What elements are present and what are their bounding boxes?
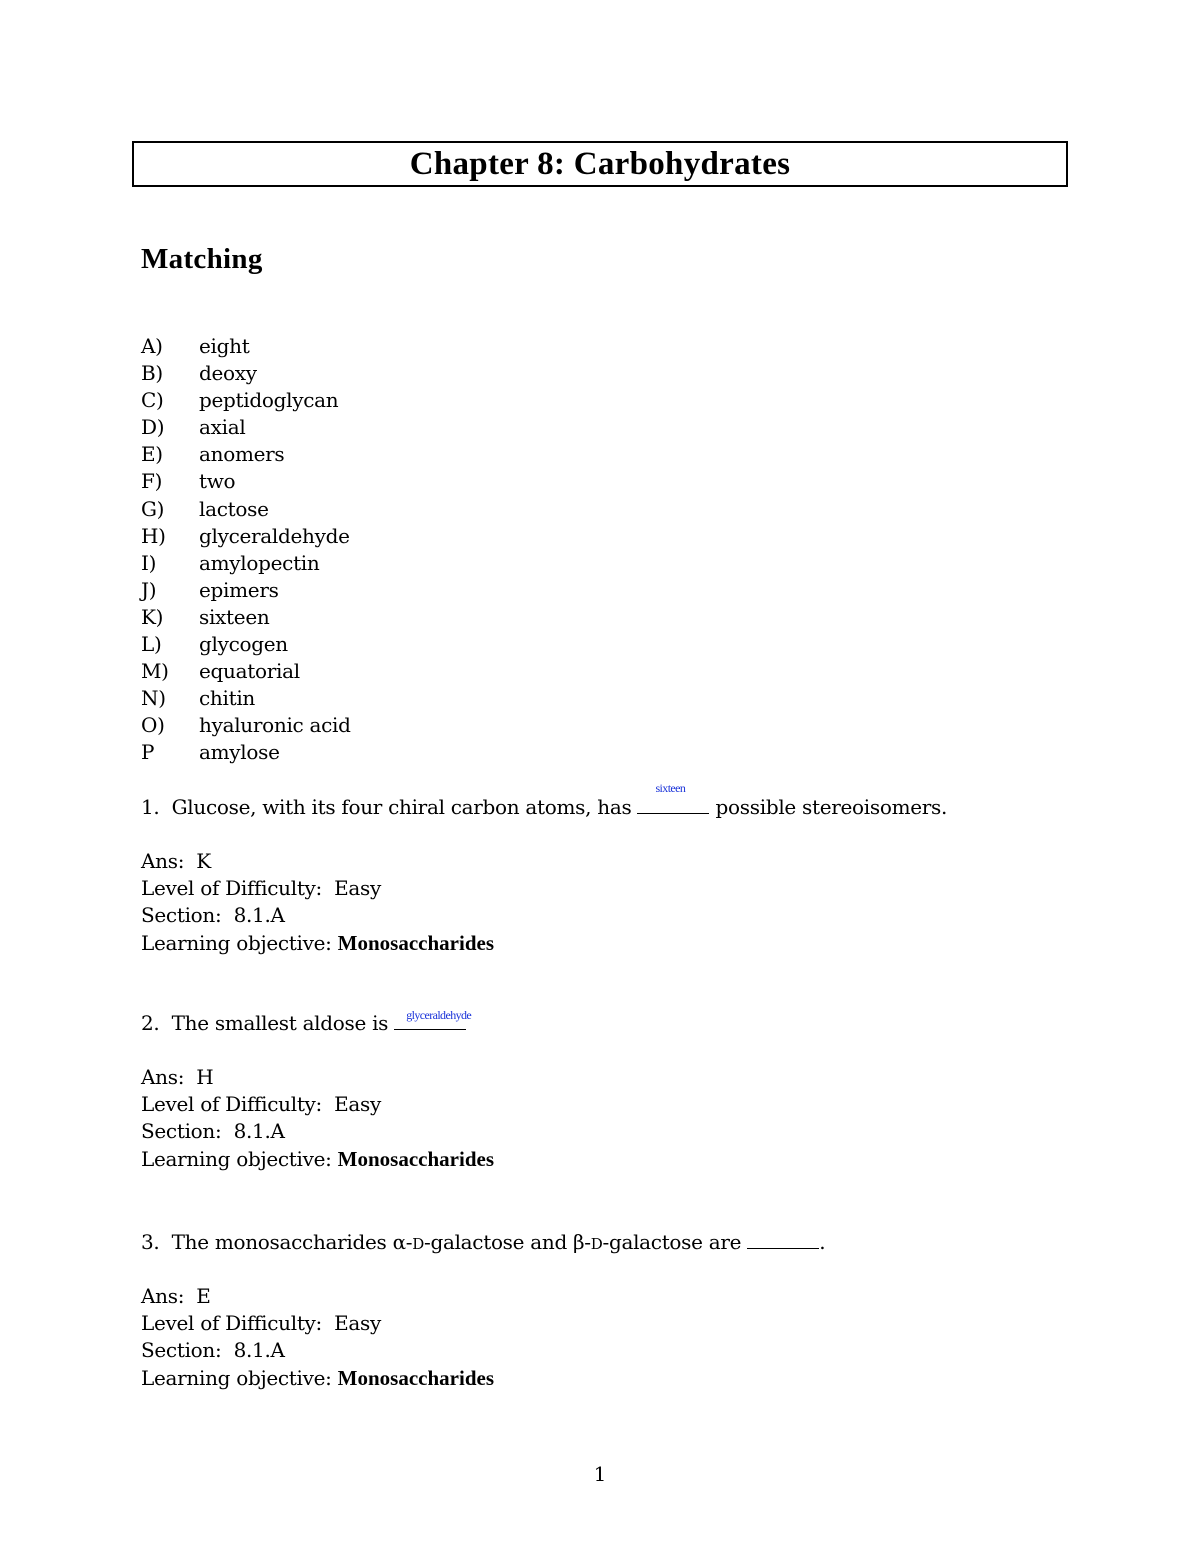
answer-meta [141,848,947,957]
difficulty-label: Level of Difficulty: [141,1311,322,1336]
section-value: 8.1.A [233,1338,285,1363]
option-letter: A) [141,334,163,358]
question-stem: The smallest aldose is [171,1011,389,1035]
option-text: two [199,469,236,494]
option-text: glyceraldehyde [199,523,350,548]
question-3 [141,1229,825,1392]
objective-value: Monosaccharides [337,1146,494,1171]
answer-line [141,848,947,875]
question-stem-end: -galactose are [602,1230,742,1254]
answer-meta [141,1283,825,1392]
question-number: 2. [141,1011,160,1035]
handwritten-annotation: glyceraldehyde [406,1008,472,1022]
list-item [141,604,351,631]
difficulty-label: Level of Difficulty: [141,1092,322,1117]
question-period: . [819,1230,826,1254]
option-text: eight [199,334,250,358]
question-2 [141,1010,494,1173]
list-item [141,496,351,523]
list-item [141,631,351,658]
list-item [141,523,351,550]
question-text: 3. The monosaccharides α-D-galactose and β-D-galactose are . [141,1230,826,1254]
list-item [141,658,351,685]
question-number: 3. [141,1230,160,1254]
d-configuration-label: D [590,1235,603,1253]
list-item [141,685,351,712]
question-stem-end: possible stereoisomers. [715,795,948,819]
option-text: anomers [199,442,285,467]
question-stem: Glucose, with its four chiral carbon atoms, has [171,795,632,819]
option-letter: I) [141,550,157,575]
answer-blank [747,1230,819,1249]
option-text: sixteen [199,604,270,629]
option-letter: F) [141,469,163,494]
d-configuration-label: D [412,1235,424,1253]
option-letter: P [141,740,155,765]
chapter-title: Chapter 8: Carbohydrates [409,145,791,182]
option-letter: J) [141,577,157,602]
section-label: Section: [141,903,222,928]
option-letter: L) [141,632,162,657]
objective-label: Learning objective: [141,1146,332,1171]
question-text [141,781,948,821]
difficulty-value: Easy [334,876,382,901]
option-text: amylopectin [199,550,320,575]
handwritten-annotation: sixteen [655,781,686,795]
option-text: chitin [199,686,255,711]
answer-line [141,1283,825,1310]
option-letter: M) [141,659,169,684]
question-text [141,1010,494,1037]
answer-value: H [196,1065,214,1089]
section-value: 8.1.A [233,1119,285,1144]
option-text: amylose [199,740,280,765]
question-number: 1. [141,795,160,819]
option-letter: E) [141,442,163,467]
section-line [141,1118,494,1145]
page-number: 1 [593,1462,607,1486]
answer-meta [141,1064,494,1173]
objective-line [141,930,947,957]
list-item [141,360,351,387]
objective-line [141,1146,494,1173]
option-letter: O) [141,713,165,738]
section-heading: Matching [141,243,263,275]
difficulty-line [141,875,947,902]
list-item [141,712,351,739]
difficulty-line [141,1310,825,1337]
option-text: equatorial [199,659,300,684]
list-item [141,577,351,604]
answer-blank [394,1008,472,1030]
answer-line [141,1064,494,1091]
section-line [141,902,947,929]
list-item [141,333,351,360]
option-letter: K) [141,604,164,629]
list-item [141,414,351,441]
question-stem: The monosaccharides [171,1230,387,1254]
question-1 [141,781,948,957]
objective-value: Monosaccharides [337,1365,494,1390]
question-stem-middle: -galactose and [424,1230,567,1254]
answer-label: Ans: [141,1065,185,1089]
objective-value: Monosaccharides [337,930,494,955]
option-text: glycogen [199,632,288,657]
option-letter: N) [141,686,166,711]
difficulty-value: Easy [334,1092,382,1117]
difficulty-label: Level of Difficulty: [141,876,322,901]
list-item [141,550,351,577]
answer-value: K [196,849,211,873]
option-letter: D) [141,415,165,440]
option-letter: B) [141,361,163,386]
list-item [141,387,351,414]
answer-label: Ans: [141,849,185,873]
option-text: peptidoglycan [199,388,339,413]
section-label: Section: [141,1119,222,1144]
answer-value: E [196,1284,211,1308]
option-letter: C) [141,388,164,413]
option-letter: G) [141,496,165,521]
option-text: lactose [199,496,269,521]
objective-label: Learning objective: [141,930,332,955]
section-value: 8.1.A [233,903,285,928]
option-text: hyaluronic acid [199,713,351,738]
list-item [141,739,351,766]
answer-label: Ans: [141,1284,185,1308]
section-label: Section: [141,1338,222,1363]
option-text: axial [199,415,246,440]
list-item [141,468,351,495]
list-item [141,441,351,468]
answer-blank [637,781,709,814]
difficulty-value: Easy [334,1311,382,1336]
option-text: deoxy [199,361,257,386]
option-letter: H) [141,523,166,548]
chapter-title-box [132,141,1068,187]
section-line [141,1337,825,1364]
difficulty-line [141,1091,494,1118]
matching-options-list [141,333,351,767]
option-text: epimers [199,577,279,602]
alpha-symbol: α [392,1230,406,1254]
beta-symbol: β [573,1230,585,1254]
objective-label: Learning objective: [141,1365,332,1390]
objective-line [141,1365,825,1392]
